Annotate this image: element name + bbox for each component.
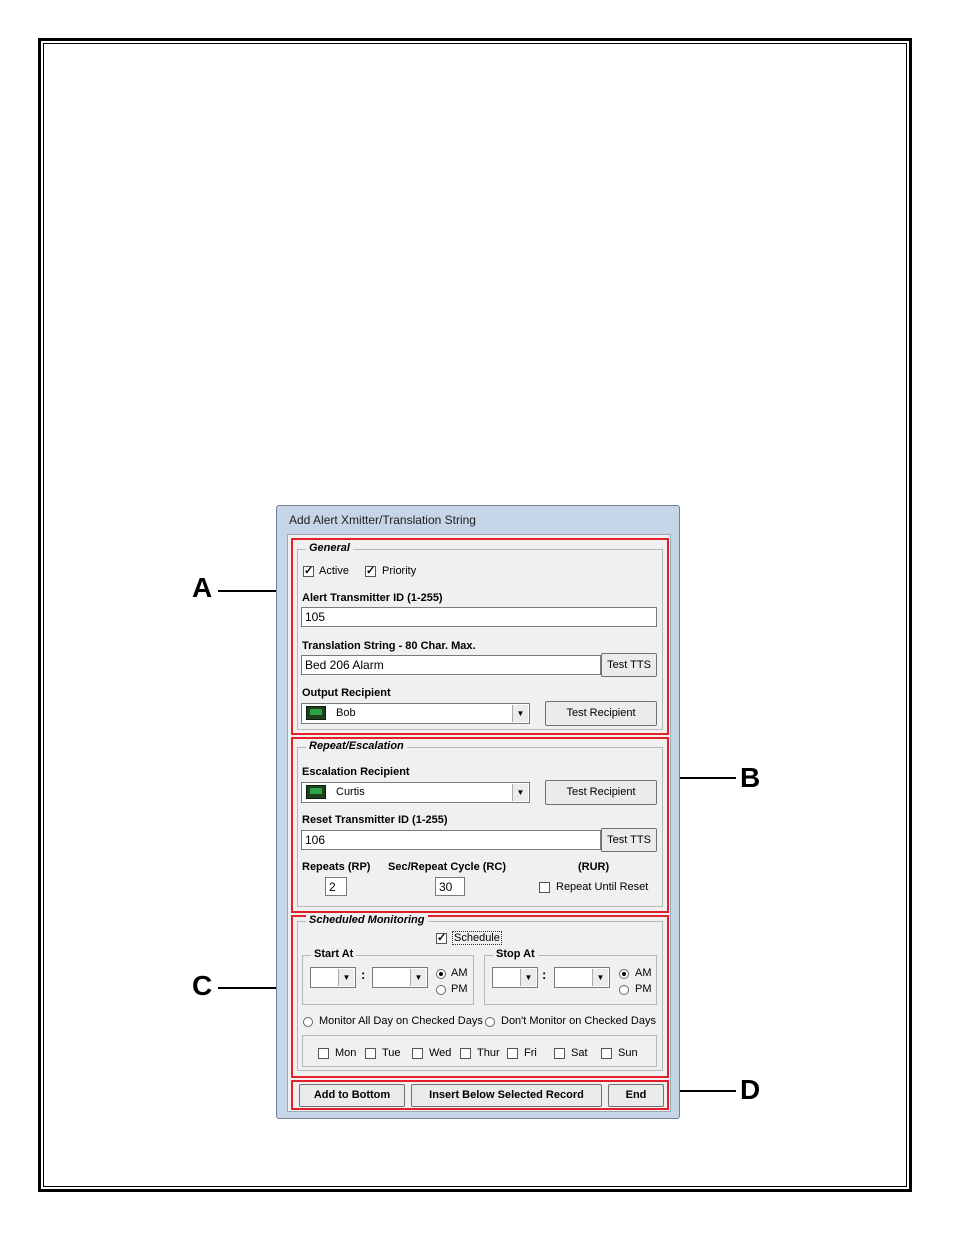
rur-label: (RUR) [578,861,610,873]
insert-below-button[interactable]: Insert Below Selected Record [411,1084,602,1107]
chevron-down-icon[interactable]: ▼ [338,969,354,986]
translation-string-label: Translation String - 80 Char. Max. [302,640,476,652]
end-button[interactable]: End [608,1084,664,1107]
transmitter-id-label: Alert Transmitter ID (1-255) [302,592,443,604]
chevron-down-icon[interactable]: ▼ [512,784,528,801]
schedule-group-label: Scheduled Monitoring [306,914,428,926]
add-to-bottom-button[interactable]: Add to Bottom [299,1084,405,1107]
cycle-input[interactable]: 30 [435,877,465,896]
active-checkbox[interactable] [303,566,314,577]
cycle-label: Sec/Repeat Cycle (RC) [388,861,506,873]
day-tue-label: Tue [382,1047,401,1059]
pager-icon [306,706,326,720]
day-fri-label: Fri [524,1047,537,1059]
start-minute-combo[interactable] [372,967,428,988]
active-label: Active [319,565,349,577]
repeat-until-reset-label: Repeat Until Reset [556,881,649,893]
start-pm-radio[interactable] [436,985,446,995]
schedule-label: Schedule [454,932,500,944]
output-recipient-combo[interactable] [301,703,530,724]
start-am-radio[interactable] [436,969,446,979]
test-recipient-button[interactable]: Test Recipient [545,701,657,726]
callout-a: A [192,572,213,603]
callout-b: B [740,762,761,793]
repeats-input[interactable]: 2 [325,877,347,896]
general-group-label: General [306,542,353,554]
stop-hour-combo[interactable] [492,967,538,988]
day-mon-label: Mon [335,1047,357,1059]
pager-icon [306,785,326,799]
escalation-recipient-label: Escalation Recipient [302,766,410,778]
monitor-all-day-label: Monitor All Day on Checked Days [319,1015,483,1027]
priority-checkbox[interactable] [365,566,376,577]
dont-monitor-radio[interactable] [485,1017,495,1027]
day-tue-checkbox[interactable] [365,1048,376,1059]
output-recipient-label: Output Recipient [302,687,391,699]
day-thur-label: Thur [477,1047,500,1059]
day-sat-label: Sat [571,1047,588,1059]
priority-label: Priority [382,565,417,577]
transmitter-id-input[interactable]: 105 [301,607,657,627]
day-thur-checkbox[interactable] [460,1048,471,1059]
stop-time-separator: : [542,967,547,982]
stop-minute-combo[interactable] [554,967,610,988]
monitor-all-day-radio[interactable] [303,1017,313,1027]
start-at-label: Start At [311,948,356,960]
add-alert-dialog [276,505,680,1119]
callout-c: C [192,970,213,1001]
start-hour-combo[interactable] [310,967,356,988]
stop-pm-radio[interactable] [619,985,629,995]
repeat-group-label: Repeat/Escalation [306,740,407,752]
repeat-until-reset-checkbox[interactable] [539,882,550,893]
test-escalation-recipient-button[interactable]: Test Recipient [545,780,657,805]
reset-transmitter-id-label: Reset Transmitter ID (1-255) [302,814,448,826]
dont-monitor-label: Don't Monitor on Checked Days [501,1015,656,1027]
reset-transmitter-id-input[interactable]: 106 [301,830,601,850]
schedule-checkbox[interactable] [436,933,447,944]
day-sun-label: Sun [618,1047,638,1059]
escalation-recipient-value: Curtis [336,786,365,798]
start-time-separator: : [361,967,366,982]
day-sat-checkbox[interactable] [554,1048,565,1059]
stop-am-radio[interactable] [619,969,629,979]
dialog-client-area [287,534,671,1112]
test-tts-button[interactable]: Test TTS [601,653,657,677]
callout-d: D [740,1074,761,1105]
day-wed-checkbox[interactable] [412,1048,423,1059]
start-pm-label: PM [451,983,468,995]
day-fri-checkbox[interactable] [507,1048,518,1059]
test-tts-reset-button[interactable]: Test TTS [601,828,657,852]
stop-at-label: Stop At [493,948,538,960]
stop-pm-label: PM [635,983,652,995]
chevron-down-icon[interactable]: ▼ [512,705,528,722]
dialog-title: Add Alert Xmitter/Translation String [289,513,476,527]
repeats-label: Repeats (RP) [302,861,371,873]
chevron-down-icon[interactable]: ▼ [592,969,608,986]
chevron-down-icon[interactable]: ▼ [410,969,426,986]
day-mon-checkbox[interactable] [318,1048,329,1059]
day-sun-checkbox[interactable] [601,1048,612,1059]
stop-am-label: AM [635,967,652,979]
start-am-label: AM [451,967,468,979]
escalation-recipient-combo[interactable] [301,782,530,803]
translation-string-input[interactable]: Bed 206 Alarm [301,655,601,675]
chevron-down-icon[interactable]: ▼ [520,969,536,986]
day-wed-label: Wed [429,1047,452,1059]
output-recipient-value: Bob [336,707,356,719]
